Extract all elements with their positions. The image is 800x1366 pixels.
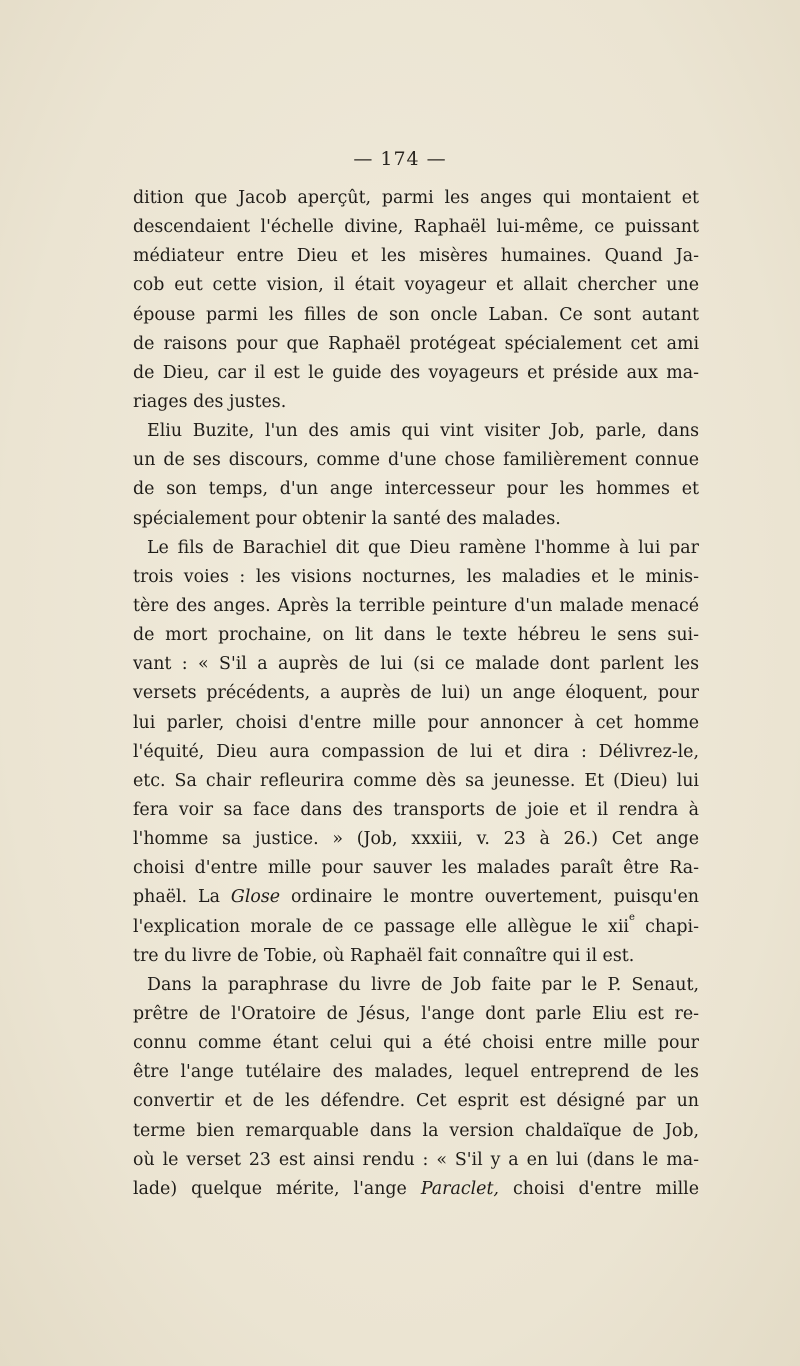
superscript: e bbox=[628, 911, 635, 923]
text-run: phaël. La bbox=[133, 887, 231, 908]
italic-title-glose: Glose bbox=[230, 887, 281, 908]
text-line bbox=[133, 883, 699, 912]
text-run: chapi- bbox=[634, 916, 699, 937]
text-line: descendaient l'échelle divine, Raphaël lui-même, ce puissant bbox=[133, 217, 699, 238]
text-line: lui parler, choisi d'entre mille pour annoncer à cet homme bbox=[133, 712, 699, 733]
text-line: Eliu Buzite, l'un des amis qui vint visiter Job, parle, dans bbox=[147, 421, 699, 442]
text-line: Le fils de Barachiel dit que Dieu ramène l'homme à lui par bbox=[147, 537, 699, 558]
text-line: tère des anges. Après la terrible peinture d'un malade menacé bbox=[133, 595, 699, 616]
text-line: cob eut cette vision, il était voyageur et allait chercher une bbox=[133, 275, 699, 296]
text-line: trois voies : les visions nocturnes, les maladies et le minis- bbox=[133, 566, 699, 587]
text-line: médiateur entre Dieu et les misères humaines. Quand Ja- bbox=[133, 246, 699, 267]
text-line: épouse parmi les filles de son oncle Laban. Ce sont autant bbox=[133, 304, 699, 325]
text-line: où le verset 23 est ainsi rendu : « S'il y a en lui (dans le ma- bbox=[133, 1149, 699, 1170]
text-line: un de ses discours, comme d'une chose familièrement connue bbox=[133, 450, 699, 471]
text-line: convertir et de les défendre. Cet esprit est désigné par un bbox=[133, 1091, 699, 1112]
text-run: lade) quelque mérite, l'ange bbox=[133, 1178, 421, 1199]
text-line: de Dieu, car il est le guide des voyageurs et préside aux ma- bbox=[133, 362, 699, 383]
text-run: l'explication morale de ce passage elle allègue le xii bbox=[133, 916, 629, 937]
text-line: vant : « S'il a auprès de lui (si ce malade dont parlent les bbox=[133, 654, 699, 675]
text-line: de mort prochaine, on lit dans le texte hébreu le sens sui- bbox=[133, 625, 699, 646]
text-line bbox=[133, 1175, 699, 1204]
page-number: — 174 — bbox=[353, 148, 447, 170]
text-line: être l'ange tutélaire des malades, lequel entreprend de les bbox=[133, 1062, 699, 1083]
text-line: de raisons pour que Raphaël protégeat spécialement cet ami bbox=[133, 333, 699, 354]
text-run: ordinaire le montre ouvertement, puisqu'en bbox=[280, 887, 699, 908]
text-line: etc. Sa chair refleurira comme dès sa jeunesse. Et (Dieu) lui bbox=[133, 770, 699, 791]
text-line: tre du livre de Tobie, où Raphaël fait connaître qui il est. bbox=[133, 945, 635, 966]
text-line bbox=[133, 913, 699, 942]
text-line: l'homme sa justice. » (Job, xxxiii, v. 23 à 26.) Cet ange bbox=[133, 829, 699, 850]
text-run: choisi d'entre mille bbox=[498, 1178, 699, 1199]
text-line: prêtre de l'Oratoire de Jésus, l'ange dont parle Eliu est re- bbox=[133, 1003, 699, 1024]
text-line: Dans la paraphrase du livre de Job faite par le P. Senaut, bbox=[147, 974, 699, 995]
text-line: riages des justes. bbox=[133, 391, 287, 412]
text-line: connu comme étant celui qui a été choisi entre mille pour bbox=[133, 1033, 699, 1054]
text-line: l'équité, Dieu aura compassion de lui et dira : Délivrez-le, bbox=[133, 741, 699, 762]
text-line: de son temps, d'un ange intercesseur pour les hommes et bbox=[133, 479, 699, 500]
text-line: fera voir sa face dans des transports de joie et il rendra à bbox=[133, 799, 699, 820]
text-line: dition que Jacob aperçût, parmi les anges qui montaient et bbox=[133, 188, 699, 208]
body-text bbox=[133, 184, 699, 1204]
text-line: terme bien remarquable dans la version chaldaïque de Job, bbox=[133, 1120, 699, 1141]
text-line: choisi d'entre mille pour sauver les malades paraît être Ra- bbox=[133, 858, 699, 879]
italic-word-paraclet: Paraclet, bbox=[420, 1178, 499, 1199]
text-line: versets précédents, a auprès de lui) un ange éloquent, pour bbox=[133, 683, 699, 704]
text-line: spécialement pour obtenir la santé des malades. bbox=[133, 508, 561, 529]
